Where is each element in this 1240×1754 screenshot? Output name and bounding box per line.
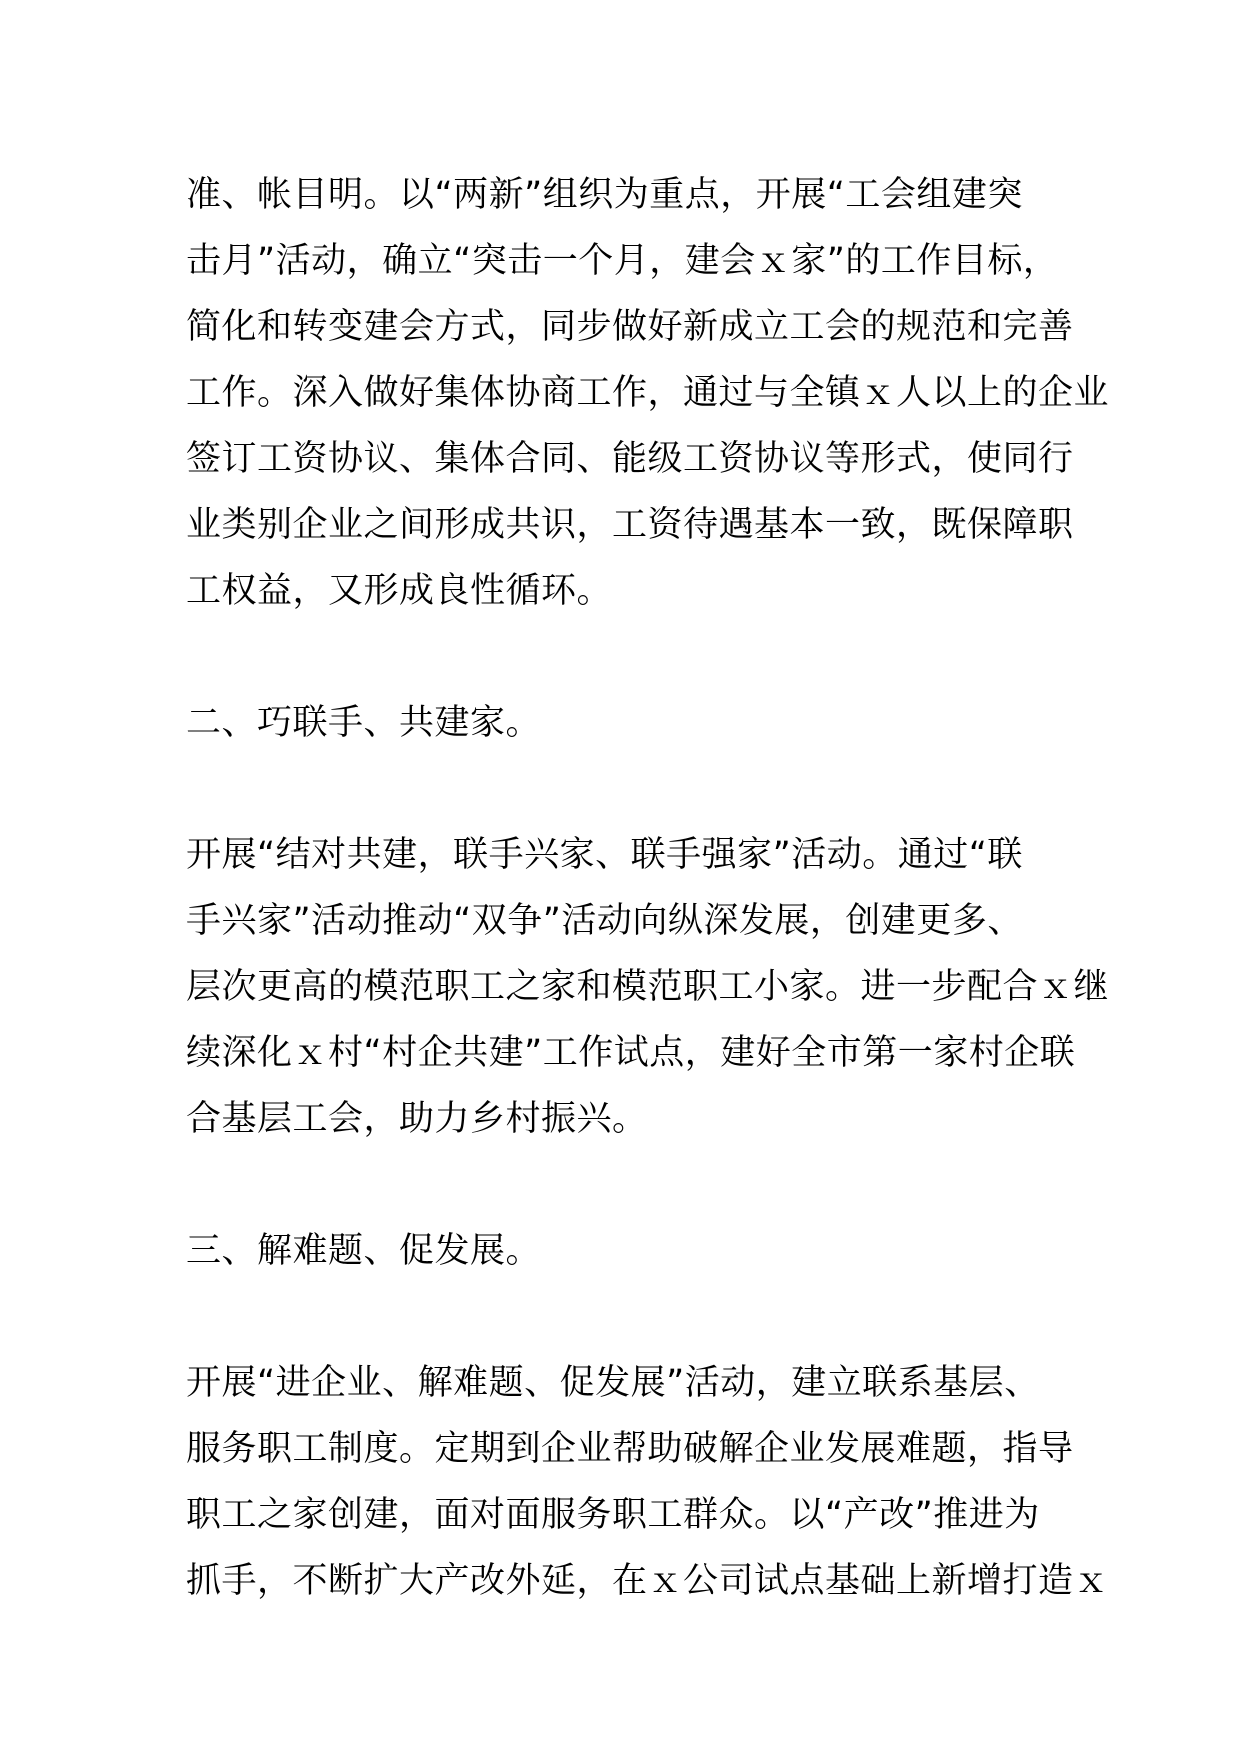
text-line: 工作。深入做好集体协商工作，通过与全镇ｘ人以上的企业 [186,373,1110,413]
text-line: 业类别企业之间形成共识，工资待遇基本一致，既保障职 [186,505,1074,545]
paragraph-joint-building [186,822,1110,1152]
section-heading-3 [186,1218,1066,1284]
heading-text: 二、巧联手、共建家。 [186,703,542,743]
text-line: 击月”活动，确立“突击一个月，建会ｘ家”的工作目标， [186,241,1059,281]
text-line: 职工之家创建，面对面服务职工群众。以“产改”推进为 [186,1495,1040,1535]
text-line: 手兴家”活动推动“双争”活动向纵深发展，创建更多、 [186,901,1023,941]
paragraph-union-building [186,162,1110,624]
text-line: 续深化ｘ村“村企共建”工作试点，建好全市第一家村企联 [186,1033,1076,1073]
document-body [186,162,1110,1680]
text-line: 合基层工会，助力乡村振兴。 [186,1099,648,1139]
text-line: 开展“结对共建，联手兴家、联手强家”活动。通过“联 [186,835,1023,875]
section-heading-2 [186,690,1066,756]
text-line: 开展“进企业、解难题、促发展”活动，建立联系基层、 [186,1363,1040,1403]
text-line: 抓手，不断扩大产改外延，在ｘ公司试点基础上新增打造ｘ [186,1561,1110,1601]
text-line: 服务职工制度。定期到企业帮助破解企业发展难题，指导 [186,1429,1074,1469]
text-line: 简化和转变建会方式，同步做好新成立工会的规范和完善 [186,307,1074,347]
text-line: 准、帐目明。以“两新”组织为重点，开展“工会组建突 [186,175,1023,215]
heading-text: 三、解难题、促发展。 [186,1231,542,1271]
paragraph-solve-problems [186,1350,1110,1614]
text-line: 工权益，又形成良性循环。 [186,571,613,611]
text-line: 层次更高的模范职工之家和模范职工小家。进一步配合ｘ继 [186,967,1110,1007]
text-line: 签订工资协议、集体合同、能级工资协议等形式，使同行 [186,439,1074,479]
